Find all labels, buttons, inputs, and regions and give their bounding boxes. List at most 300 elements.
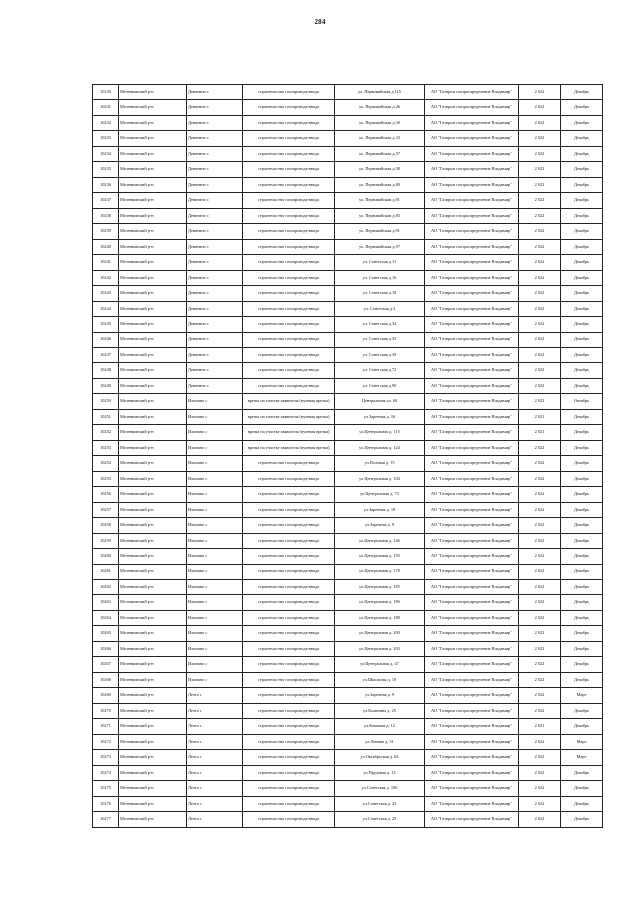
organization-cell: АО "Газпром газораспределение Владимир" [425, 580, 519, 595]
address-cell: ул.Советская д. 106 [335, 781, 425, 796]
address-cell: ул. Первомайская д.97 [335, 239, 425, 254]
settlement-cell: Денятино с [187, 85, 243, 100]
work-type-cell: строительство газопровода-ввода [243, 347, 335, 362]
organization-cell: АО "Газпром газораспределение Владимир" [425, 162, 519, 177]
row-number: 10255 [93, 471, 119, 486]
table-row [93, 115, 603, 130]
table-row [93, 347, 603, 362]
row-number: 10251 [93, 409, 119, 424]
month-cell: Декабрь [561, 347, 603, 362]
district-cell: Меленковский р-н [119, 580, 187, 595]
table-row [93, 518, 603, 533]
year-cell: 2 022 [519, 688, 561, 703]
year-cell: 2 022 [519, 100, 561, 115]
work-type-cell: строительство газопровода-ввода [243, 255, 335, 270]
address-cell: ул. Советская д.35 [335, 332, 425, 347]
row-number: 10246 [93, 332, 119, 347]
month-cell: Декабрь [561, 177, 603, 192]
month-cell: Декабрь [561, 208, 603, 223]
district-cell: Меленковский р-н [119, 255, 187, 270]
month-cell: Декабрь [561, 378, 603, 393]
table-row [93, 208, 603, 223]
work-type-cell: строительство газопровода-ввода [243, 610, 335, 625]
table-row [93, 703, 603, 718]
district-cell: Меленковский р-н [119, 641, 187, 656]
work-type-cell: строительство газопровода-ввода [243, 688, 335, 703]
settlement-cell: Ильнино с [187, 595, 243, 610]
district-cell: Меленковский р-н [119, 193, 187, 208]
month-cell: Декабрь [561, 781, 603, 796]
row-number: 10233 [93, 131, 119, 146]
address-cell: ул. Первомайская д.57 [335, 146, 425, 161]
settlement-cell: Денятино с [187, 332, 243, 347]
row-number: 10271 [93, 719, 119, 734]
settlement-cell: Лехта с [187, 688, 243, 703]
year-cell: 2 022 [519, 626, 561, 641]
address-cell: ул.Советская д. 23 [335, 796, 425, 811]
organization-cell: АО "Газпром газораспределение Владимир" [425, 193, 519, 208]
year-cell: 2 022 [519, 208, 561, 223]
table-row [93, 146, 603, 161]
month-cell: Декабрь [561, 425, 603, 440]
district-cell: Меленковский р-н [119, 239, 187, 254]
address-cell: ул.Калинина д. 25 [335, 703, 425, 718]
work-type-cell: строительство газопровода-ввода [243, 487, 335, 502]
organization-cell: АО "Газпром газораспределение Владимир" [425, 549, 519, 564]
settlement-cell: Денятино с [187, 177, 243, 192]
year-cell: 2 022 [519, 162, 561, 177]
row-number: 10259 [93, 533, 119, 548]
row-number: 10276 [93, 796, 119, 811]
table-row [93, 796, 603, 811]
organization-cell: АО "Газпром газораспределение Владимир" [425, 812, 519, 827]
organization-cell: АО "Газпром газораспределение Владимир" [425, 595, 519, 610]
month-cell: Декабрь [561, 301, 603, 316]
district-cell: Меленковский р-н [119, 502, 187, 517]
month-cell: Март [561, 734, 603, 749]
district-cell: Меленковский р-н [119, 657, 187, 672]
month-cell: Декабрь [561, 812, 603, 827]
address-cell: ул.Полевая д. 15 [335, 456, 425, 471]
settlement-cell: Денятино с [187, 286, 243, 301]
row-number: 10244 [93, 301, 119, 316]
organization-cell: АО "Газпром газораспределение Владимир" [425, 672, 519, 687]
organization-cell: АО "Газпром газораспределение Владимир" [425, 734, 519, 749]
organization-cell: АО "Газпром газораспределение Владимир" [425, 440, 519, 455]
table-row [93, 440, 603, 455]
district-cell: Меленковский р-н [119, 286, 187, 301]
district-cell: Меленковский р-н [119, 610, 187, 625]
address-cell: ул.Центральная д. 186 [335, 595, 425, 610]
month-cell: Декабрь [561, 332, 603, 347]
work-type-cell: строительство газопровода-ввода [243, 378, 335, 393]
month-cell: Декабрь [561, 502, 603, 517]
organization-cell: АО "Газпром газораспределение Владимир" [425, 347, 519, 362]
table-row [93, 239, 603, 254]
district-cell: Меленковский р-н [119, 564, 187, 579]
settlement-cell: Денятино с [187, 146, 243, 161]
district-cell: Меленковский р-н [119, 626, 187, 641]
year-cell: 2 022 [519, 224, 561, 239]
organization-cell: АО "Газпром газораспределение Владимир" [425, 719, 519, 734]
year-cell: 2 022 [519, 533, 561, 548]
district-cell: Меленковский р-н [119, 100, 187, 115]
district-cell: Меленковский р-н [119, 765, 187, 780]
year-cell: 2 022 [519, 85, 561, 100]
table-row [93, 672, 603, 687]
table-row [93, 409, 603, 424]
address-cell: ул. Советская д.34 [335, 317, 425, 332]
year-cell: 2 021 [519, 719, 561, 734]
work-type-cell: строительство газопровода-ввода [243, 224, 335, 239]
work-type-cell: строительство газопровода-ввода [243, 332, 335, 347]
table-row [93, 781, 603, 796]
row-number: 10269 [93, 688, 119, 703]
district-cell: Меленковский р-н [119, 177, 187, 192]
row-number: 10245 [93, 317, 119, 332]
organization-cell: АО "Газпром газораспределение Владимир" [425, 131, 519, 146]
table-row [93, 456, 603, 471]
address-cell: ул.Прудовая д. 13 [335, 765, 425, 780]
organization-cell: АО "Газпром газораспределение Владимир" [425, 750, 519, 765]
district-cell: Меленковский р-н [119, 595, 187, 610]
settlement-cell: Лехта с [187, 796, 243, 811]
organization-cell: АО "Газпром газораспределение Владимир" [425, 255, 519, 270]
work-type-cell: строительство газопровода-ввода [243, 177, 335, 192]
month-cell: Декабрь [561, 286, 603, 301]
year-cell: 2 022 [519, 610, 561, 625]
settlement-cell: Денятино с [187, 239, 243, 254]
year-cell: 2 022 [519, 471, 561, 486]
work-type-cell: строительство газопровода-ввода [243, 549, 335, 564]
table-row [93, 765, 603, 780]
row-number: 10235 [93, 162, 119, 177]
row-number: 10265 [93, 626, 119, 641]
work-type-cell: строительство газопровода-ввода [243, 812, 335, 827]
settlement-cell: Ильнино с [187, 394, 243, 409]
work-type-cell: врезка на участке заявителя (нулевая врезка) [243, 409, 335, 424]
year-cell: 2 022 [519, 703, 561, 718]
settlement-cell: Денятино с [187, 208, 243, 223]
work-type-cell: строительство газопровода-ввода [243, 456, 335, 471]
address-cell: ул.Центральная д. 150 [335, 549, 425, 564]
row-number: 10234 [93, 146, 119, 161]
district-cell: Меленковский р-н [119, 703, 187, 718]
organization-cell: АО "Газпром газораспределение Владимир" [425, 177, 519, 192]
district-cell: Меленковский р-н [119, 115, 187, 130]
settlement-cell: Денятино с [187, 301, 243, 316]
settlement-cell: Лехта с [187, 734, 243, 749]
organization-cell: АО "Газпром газораспределение Владимир" [425, 781, 519, 796]
organization-cell: АО "Газпром газораспределение Владимир" [425, 286, 519, 301]
year-cell: 2 022 [519, 518, 561, 533]
district-cell: Меленковский р-н [119, 719, 187, 734]
year-cell: 2 022 [519, 193, 561, 208]
settlement-cell: Ильнино с [187, 657, 243, 672]
address-cell: ул.Заречная д. 9 [335, 688, 425, 703]
organization-cell: АО "Газпром газораспределение Владимир" [425, 425, 519, 440]
address-cell: ул. Первомайская д.115 [335, 85, 425, 100]
year-cell: 2 022 [519, 595, 561, 610]
settlement-cell: Денятино с [187, 193, 243, 208]
address-cell: ул.Школьная д. 18 [335, 672, 425, 687]
month-cell: Декабрь [561, 100, 603, 115]
year-cell: 2 022 [519, 641, 561, 656]
district-cell: Меленковский р-н [119, 394, 187, 409]
month-cell: Декабрь [561, 564, 603, 579]
row-number: 10274 [93, 765, 119, 780]
row-number: 10248 [93, 363, 119, 378]
settlement-cell: Денятино с [187, 100, 243, 115]
year-cell: 2 022 [519, 765, 561, 780]
organization-cell: АО "Газпром газораспределение Владимир" [425, 471, 519, 486]
table-row [93, 224, 603, 239]
address-cell: ул.Центральная д. 104 [335, 471, 425, 486]
organization-cell: АО "Газпром газораспределение Владимир" [425, 317, 519, 332]
year-cell: 2 022 [519, 301, 561, 316]
organization-cell: АО "Газпром газораспределение Владимир" [425, 564, 519, 579]
year-cell: 2 022 [519, 115, 561, 130]
year-cell: 2 022 [519, 657, 561, 672]
settlement-cell: Лехта с [187, 719, 243, 734]
row-number: 10277 [93, 812, 119, 827]
organization-cell: АО "Газпром газораспределение Владимир" [425, 487, 519, 502]
table-row [93, 378, 603, 393]
organization-cell: АО "Газпром газораспределение Владимир" [425, 239, 519, 254]
address-cell: ул.Центральная д. 185 [335, 580, 425, 595]
settlement-cell: Ильнино с [187, 564, 243, 579]
month-cell: Декабрь [561, 131, 603, 146]
month-cell: Декабрь [561, 487, 603, 502]
organization-cell: АО "Газпром газораспределение Владимир" [425, 796, 519, 811]
table-row [93, 301, 603, 316]
address-cell: ул. Советская д.39 [335, 347, 425, 362]
organization-cell: АО "Газпром газораспределение Владимир" [425, 394, 519, 409]
table-row [93, 193, 603, 208]
year-cell: 2 022 [519, 781, 561, 796]
table-row [93, 641, 603, 656]
month-cell: Декабрь [561, 85, 603, 100]
month-cell: Декабрь [561, 239, 603, 254]
table-row [93, 734, 603, 749]
year-cell: 2 022 [519, 347, 561, 362]
organization-cell: АО "Газпром газораспределение Владимир" [425, 146, 519, 161]
row-number: 10232 [93, 115, 119, 130]
settlement-cell: Ильнино с [187, 672, 243, 687]
month-cell: Октябрь [561, 394, 603, 409]
month-cell: Декабрь [561, 595, 603, 610]
table-row [93, 270, 603, 285]
month-cell: Декабрь [561, 115, 603, 130]
table-row [93, 394, 603, 409]
district-cell: Меленковский р-н [119, 518, 187, 533]
table-row [93, 255, 603, 270]
row-number: 10240 [93, 239, 119, 254]
district-cell: Меленковский р-н [119, 146, 187, 161]
table-row [93, 177, 603, 192]
settlement-cell: Денятино с [187, 115, 243, 130]
year-cell: 2 022 [519, 317, 561, 332]
work-type-cell: строительство газопровода-ввода [243, 672, 335, 687]
address-cell: ул. Первомайская д.26 [335, 100, 425, 115]
address-cell: ул. Первомайская д.30 [335, 115, 425, 130]
table-row [93, 286, 603, 301]
address-cell: ул. Первомайская д.33 [335, 131, 425, 146]
address-cell: ул.Заречная д. 9 [335, 518, 425, 533]
organization-cell: АО "Газпром газораспределение Владимир" [425, 363, 519, 378]
organization-cell: АО "Газпром газораспределение Владимир" [425, 518, 519, 533]
year-cell: 2 022 [519, 363, 561, 378]
organization-cell: АО "Газпром газораспределение Владимир" [425, 641, 519, 656]
district-cell: Меленковский р-н [119, 317, 187, 332]
month-cell: Декабрь [561, 193, 603, 208]
settlement-cell: Ильнино с [187, 456, 243, 471]
address-cell: ул. Советская д.18 [335, 286, 425, 301]
month-cell: Декабрь [561, 610, 603, 625]
table-body [93, 85, 603, 828]
address-cell: ул. Первомайская д.91 [335, 224, 425, 239]
year-cell: 2 022 [519, 255, 561, 270]
month-cell: Декабрь [561, 456, 603, 471]
district-cell: Меленковский р-н [119, 332, 187, 347]
organization-cell: АО "Газпром газораспределение Владимир" [425, 688, 519, 703]
district-cell: Меленковский р-н [119, 409, 187, 424]
address-cell: ул. Советская д.72 [335, 363, 425, 378]
district-cell: Меленковский р-н [119, 471, 187, 486]
work-type-cell: строительство газопровода-ввода [243, 750, 335, 765]
work-type-cell: строительство газопровода-ввода [243, 580, 335, 595]
work-type-cell: строительство газопровода-ввода [243, 765, 335, 780]
table-row [93, 564, 603, 579]
month-cell: Март [561, 688, 603, 703]
year-cell: 2 022 [519, 440, 561, 455]
page-number: 284 [314, 18, 326, 26]
district-cell: Меленковский р-н [119, 796, 187, 811]
address-cell: ул. Первомайская д.81 [335, 193, 425, 208]
settlement-cell: Денятино с [187, 317, 243, 332]
row-number: 10253 [93, 440, 119, 455]
work-type-cell: строительство газопровода-ввода [243, 208, 335, 223]
row-number: 10256 [93, 487, 119, 502]
address-cell: ул. Советская д.16 [335, 270, 425, 285]
year-cell: 2 022 [519, 456, 561, 471]
work-type-cell: врезка на участке заявителя (нулевая врезка) [243, 440, 335, 455]
settlement-cell: Ильнино с [187, 580, 243, 595]
organization-cell: АО "Газпром газораспределение Владимир" [425, 502, 519, 517]
row-number: 10254 [93, 456, 119, 471]
table-row [93, 425, 603, 440]
work-type-cell: строительство газопровода-ввода [243, 703, 335, 718]
organization-cell: АО "Газпром газораспределение Владимир" [425, 100, 519, 115]
row-number: 10243 [93, 286, 119, 301]
district-cell: Меленковский р-н [119, 85, 187, 100]
settlement-cell: Денятино с [187, 363, 243, 378]
month-cell: Декабрь [561, 796, 603, 811]
district-cell: Меленковский р-н [119, 487, 187, 502]
address-cell: ул. Первомайская д.80 [335, 177, 425, 192]
row-number: 10249 [93, 378, 119, 393]
year-cell: 2 022 [519, 734, 561, 749]
year-cell: 2 022 [519, 564, 561, 579]
table-row [93, 363, 603, 378]
table-row [93, 610, 603, 625]
district-cell: Меленковский р-н [119, 750, 187, 765]
row-number: 10257 [93, 502, 119, 517]
month-cell: Декабрь [561, 626, 603, 641]
row-number: 10263 [93, 595, 119, 610]
table-row [93, 626, 603, 641]
year-cell: 2 022 [519, 487, 561, 502]
settlement-cell: Ильнино с [187, 549, 243, 564]
year-cell: 2 022 [519, 378, 561, 393]
work-type-cell: строительство газопровода-ввода [243, 719, 335, 734]
work-type-cell: строительство газопровода-ввода [243, 100, 335, 115]
organization-cell: АО "Газпром газораспределение Владимир" [425, 703, 519, 718]
month-cell: Декабрь [561, 317, 603, 332]
work-type-cell: строительство газопровода-ввода [243, 781, 335, 796]
row-number: 10238 [93, 208, 119, 223]
address-cell: ул.Центральная д. 73 [335, 487, 425, 502]
month-cell: Декабрь [561, 549, 603, 564]
table-row [93, 533, 603, 548]
month-cell: Декабрь [561, 162, 603, 177]
settlement-cell: Ильнино с [187, 626, 243, 641]
work-type-cell: строительство газопровода-ввода [243, 301, 335, 316]
month-cell: Декабрь [561, 580, 603, 595]
month-cell: Декабрь [561, 672, 603, 687]
work-type-cell: строительство газопровода-ввода [243, 533, 335, 548]
row-number: 10241 [93, 255, 119, 270]
work-type-cell: строительство газопровода-ввода [243, 270, 335, 285]
row-number: 10236 [93, 177, 119, 192]
district-cell: Меленковский р-н [119, 425, 187, 440]
year-cell: 2 022 [519, 750, 561, 765]
district-cell: Меленковский р-н [119, 533, 187, 548]
settlement-cell: Ильнино с [187, 610, 243, 625]
work-type-cell: врезка на участке заявителя (нулевая врезка) [243, 394, 335, 409]
settlement-cell: Лехта с [187, 781, 243, 796]
organization-cell: АО "Газпром газораспределение Владимир" [425, 115, 519, 130]
work-type-cell: строительство газопровода-ввода [243, 518, 335, 533]
table-row [93, 812, 603, 827]
table-row [93, 657, 603, 672]
month-cell: Декабрь [561, 409, 603, 424]
settlement-cell: Денятино с [187, 255, 243, 270]
row-number: 10247 [93, 347, 119, 362]
district-cell: Меленковский р-н [119, 208, 187, 223]
organization-cell: АО "Газпром газораспределение Владимир" [425, 657, 519, 672]
district-cell: Меленковский р-н [119, 224, 187, 239]
year-cell: 2 022 [519, 549, 561, 564]
table-row [93, 85, 603, 100]
address-cell: ул. Советская д.3 [335, 301, 425, 316]
organization-cell: АО "Газпром газораспределение Владимир" [425, 765, 519, 780]
work-type-cell: строительство газопровода-ввода [243, 734, 335, 749]
work-type-cell: строительство газопровода-ввода [243, 657, 335, 672]
district-cell: Меленковский р-н [119, 812, 187, 827]
row-number: 10258 [93, 518, 119, 533]
settlement-cell: Лехта с [187, 750, 243, 765]
row-number: 10262 [93, 580, 119, 595]
organization-cell: АО "Газпром газораспределение Владимир" [425, 378, 519, 393]
address-cell: ул.Центральная д. 188 [335, 610, 425, 625]
row-number: 10268 [93, 672, 119, 687]
table-row [93, 750, 603, 765]
organization-cell: АО "Газпром газораспределение Владимир" [425, 208, 519, 223]
settlement-cell: Денятино с [187, 162, 243, 177]
work-type-cell: строительство газопровода-ввода [243, 131, 335, 146]
address-cell: ул. Советская д.11 [335, 255, 425, 270]
